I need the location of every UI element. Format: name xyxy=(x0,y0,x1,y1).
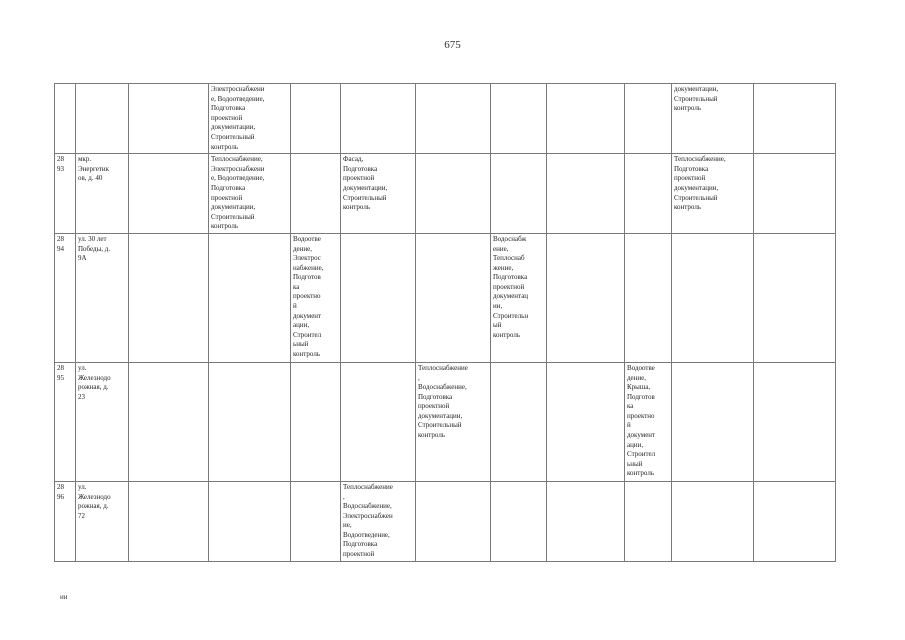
address-cell: ул. Железнодо рожная, д. 72 xyxy=(76,481,129,561)
row-number-cell xyxy=(55,84,76,154)
work-cell xyxy=(625,481,672,561)
work-cell xyxy=(291,481,341,561)
work-cell: Водоотве дение, Электрос набжение, Подготов ка проектно й документ ации, Строител ьный контроль xyxy=(291,233,341,362)
work-cell xyxy=(754,154,836,234)
work-cell xyxy=(754,362,836,481)
work-cell xyxy=(672,233,754,362)
work-cell xyxy=(416,84,491,154)
work-cell xyxy=(672,362,754,481)
repair-schedule-table xyxy=(54,83,836,562)
row-number-cell: 28 95 xyxy=(55,362,76,481)
table-row xyxy=(55,154,836,234)
work-cell xyxy=(129,362,209,481)
work-cell xyxy=(129,481,209,561)
work-cell xyxy=(291,84,341,154)
work-cell xyxy=(754,233,836,362)
work-cell xyxy=(754,84,836,154)
table-row xyxy=(55,233,836,362)
work-cell: Теплоснабжение, Электроснабжени е, Водоотведение, Подготовка проектной документации, Строительный контроль xyxy=(209,154,291,234)
work-cell: Фасад, Подготовка проектной документации, Строительный контроль xyxy=(341,154,416,234)
work-cell xyxy=(341,233,416,362)
address-cell: мкр. Энергетик ов, д. 40 xyxy=(76,154,129,234)
work-cell xyxy=(491,362,547,481)
row-number-cell: 28 94 xyxy=(55,233,76,362)
work-cell xyxy=(491,481,547,561)
work-cell: Теплоснабжение , Водоснабжение, Подготовка проектной документации, Строительный контроль xyxy=(416,362,491,481)
page-number: 675 xyxy=(444,39,461,51)
work-cell xyxy=(547,154,625,234)
work-cell xyxy=(416,233,491,362)
work-cell xyxy=(547,362,625,481)
work-cell xyxy=(416,154,491,234)
work-cell: документации, Строительный контроль xyxy=(672,84,754,154)
table-row xyxy=(55,84,836,154)
work-cell xyxy=(547,84,625,154)
work-cell xyxy=(129,154,209,234)
work-cell: Электроснабжени е, Водоотведение, Подготовка проектной документации, Строительный контроль xyxy=(209,84,291,154)
work-cell xyxy=(291,362,341,481)
work-cell xyxy=(209,362,291,481)
work-cell xyxy=(491,154,547,234)
work-cell xyxy=(209,481,291,561)
work-cell xyxy=(491,84,547,154)
address-cell: ул. Железнодо рожная, д. 23 xyxy=(76,362,129,481)
address-cell: ул. 30 лет Победы, д. 9А xyxy=(76,233,129,362)
work-cell: Теплоснабжение, Подготовка проектной документации, Строительный контроль xyxy=(672,154,754,234)
work-cell xyxy=(672,481,754,561)
work-cell xyxy=(341,84,416,154)
address-cell xyxy=(76,84,129,154)
work-cell xyxy=(625,84,672,154)
work-cell xyxy=(416,481,491,561)
work-cell xyxy=(625,233,672,362)
work-cell xyxy=(547,233,625,362)
footer-mark: ии xyxy=(60,593,68,601)
work-cell xyxy=(129,84,209,154)
work-cell: Водоотве дение, Крыша, Подготов ка проектно й документ ации, Строител ьный контроль xyxy=(625,362,672,481)
work-cell xyxy=(625,154,672,234)
row-number-cell: 28 93 xyxy=(55,154,76,234)
work-cell xyxy=(754,481,836,561)
table-row xyxy=(55,362,836,481)
work-cell xyxy=(129,233,209,362)
work-cell xyxy=(341,362,416,481)
work-cell xyxy=(547,481,625,561)
work-cell: Водоснабж ение, Теплоснаб жение, Подготовка проектной документац ии, Строительн ый контроль xyxy=(491,233,547,362)
row-number-cell: 28 96 xyxy=(55,481,76,561)
work-cell xyxy=(209,233,291,362)
work-cell: Теплоснабжение , Водоснабжение, Электроснабжен ие, Водоотведение, Подготовка проектной xyxy=(341,481,416,561)
table-row xyxy=(55,481,836,561)
work-cell xyxy=(291,154,341,234)
